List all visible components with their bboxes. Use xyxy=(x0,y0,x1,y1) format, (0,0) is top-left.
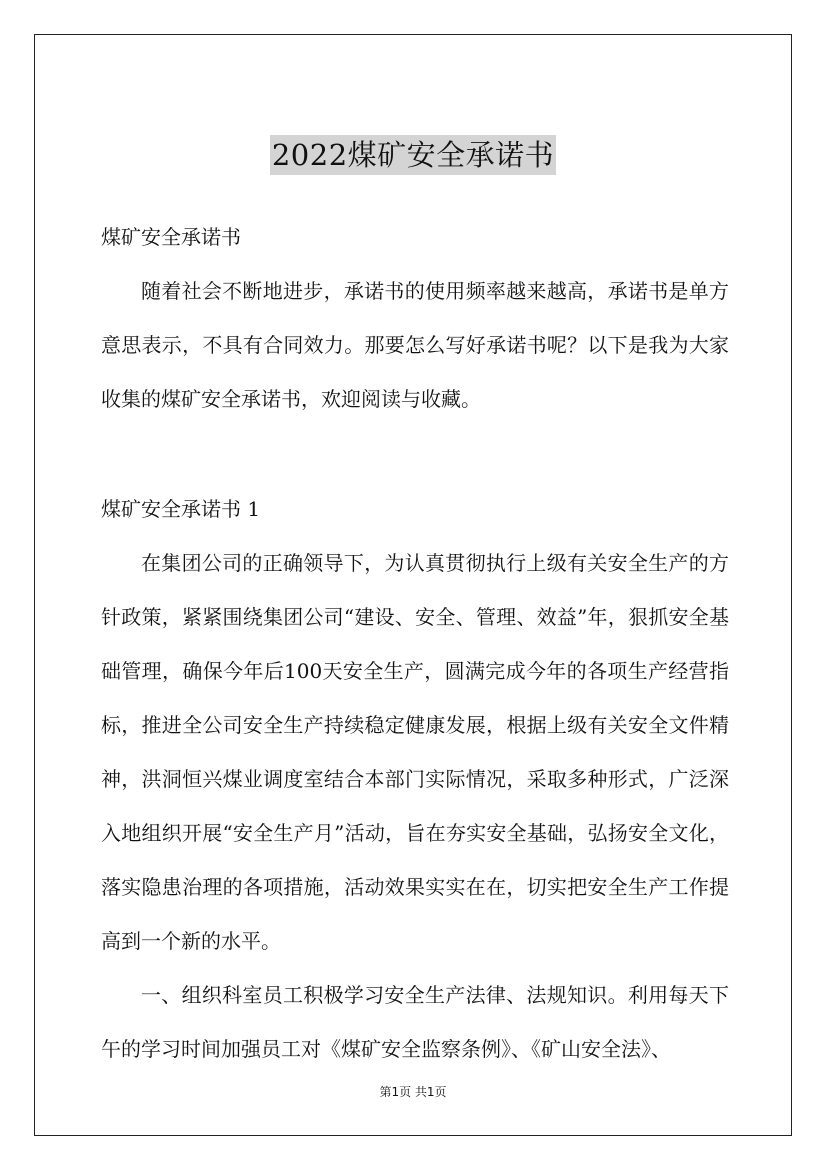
page-footer: 第1页 共1页 xyxy=(379,1085,447,1099)
intro-paragraph: 随着社会不断地进步，承诺书的使用频率越来越高，承诺书是单方意思表示，不具有合同效力。那要怎么写好承诺书呢？以下是我为大家收集的煤矿安全承诺书，欢迎阅读与收藏。 xyxy=(101,279,729,411)
document-body xyxy=(101,210,729,1076)
document-page xyxy=(34,34,792,1136)
document-title: 2022煤矿安全承诺书 xyxy=(270,135,556,175)
body-paragraph-1: 在集团公司的正确领导下，为认真贯彻执行上级有关安全生产的方针政策，紧紧围绕集团公司“建设、安全、管理、效益”年，狠抓安全基础管理，确保今年后100天安全生产，圆满完成今年的各项生产经营指标，推进全公司安全生产持续稳定健康发展，根据上级有关安全文件精神，洪洞恒兴煤业调度室结合本部门实际情况，采取多种形式，广泛深入地组织开展“安全生产月”活动，旨在夯实安全基础，弘扬安全文化，落实隐患治理的各项措施，活动效果实实在在，切实把安全生产工作提高到一个新的水平。 xyxy=(101,551,729,953)
subtitle: 煤矿安全承诺书 xyxy=(101,225,241,249)
section-gap xyxy=(101,426,729,482)
title-container xyxy=(35,135,791,175)
body-paragraph-2: 一、组织科室员工积极学习安全生产法律、法规知识。利用每天下午的学习时间加强员工对《煤矿安全监察条例》、《矿山安全法》、 xyxy=(101,983,729,1061)
section-heading: 煤矿安全承诺书 1 xyxy=(101,497,261,521)
